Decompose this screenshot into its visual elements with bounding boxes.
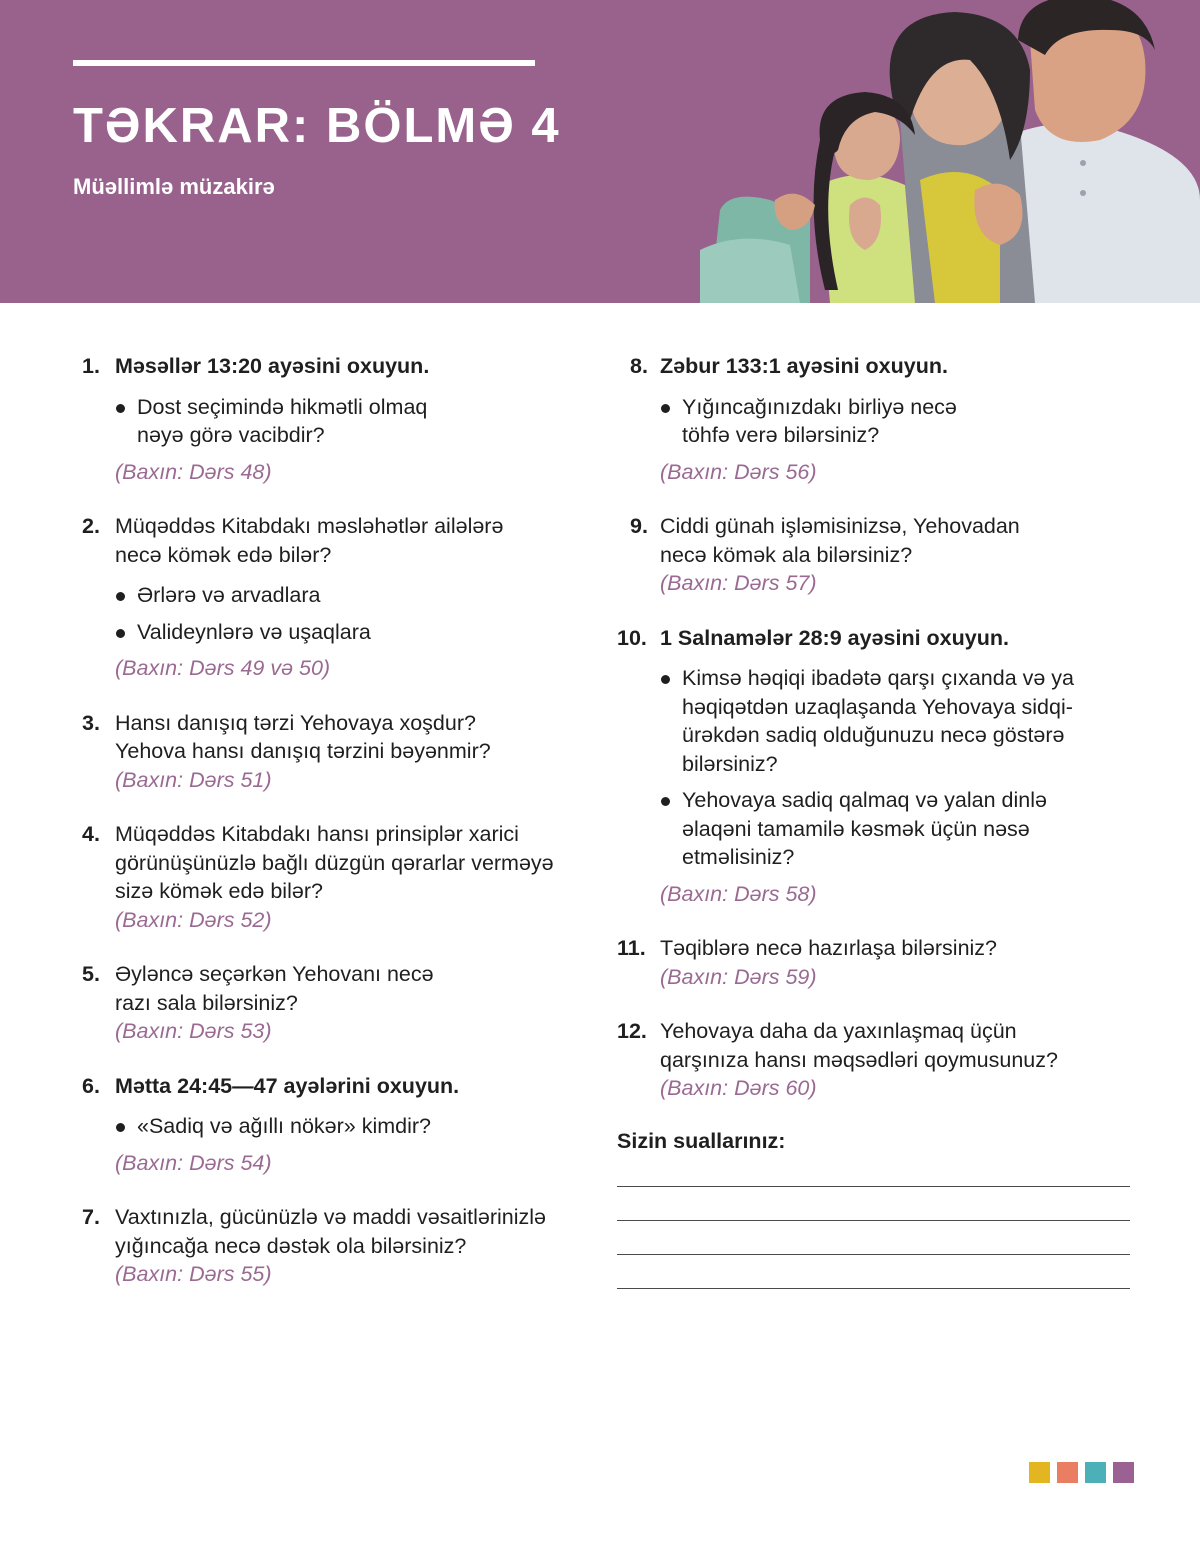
question-number: 10. xyxy=(617,625,647,650)
question-text: Hansı danışıq tərzi Yehovaya xoşdur? Yehova hansı danışıq tərzini bəyənmir? xyxy=(115,710,491,763)
question-number: 12. xyxy=(617,1019,647,1043)
page-header xyxy=(0,0,1200,303)
question-text: Əyləncə seçərkən Yehovanı necə razı sala bilərsiniz? xyxy=(115,962,434,1015)
lesson-reference: (Baxın: Dərs 58) xyxy=(660,881,817,906)
question-text: Vaxtınızla, gücünüzlə və maddi vəsaitlərinizlə yığıncağa necə dəstək ola bilərsiniz? xyxy=(115,1205,547,1258)
question-text: Müqəddəs Kitabdakı məsləhətlər ailələrə necə kömək edə bilər? xyxy=(115,514,504,567)
question-text: Mətta 24:45—47 ayələrini oxuyun. xyxy=(115,1073,460,1098)
question-text: Məsəllər 13:20 ayəsini oxuyun. xyxy=(115,354,430,378)
question-text: Müqəddəs Kitabdakı hansı prinsiplər xarici görünüşünüzlə bağlı düzgün qərarlar verməyə sizə kömək edə bilər? xyxy=(115,822,554,903)
bullet-list xyxy=(115,1112,602,1141)
bullet-list xyxy=(115,581,602,646)
lesson-reference: (Baxın: Dərs 52) xyxy=(115,907,272,932)
question-number: 1. xyxy=(82,354,100,378)
question-number: 4. xyxy=(82,822,100,846)
questions-left-column xyxy=(82,352,602,1315)
bullet-item xyxy=(115,581,602,610)
question-number: 2. xyxy=(82,514,100,538)
question-text: Zəbur 133:1 ayəsini oxuyun. xyxy=(660,354,948,378)
bullet-list xyxy=(660,664,1137,872)
bullet-text: Valideynlərə və uşaqlara xyxy=(137,619,371,644)
bullet-item xyxy=(660,786,1137,872)
question-number: 9. xyxy=(630,514,648,538)
bullet-text: Yehovaya sadiq qalmaq və yalan dinlə əlaqəni tamamilə kəsmək üçün nəsə etməlisiniz? xyxy=(682,788,1047,869)
bullet-text: Ərlərə və arvadlara xyxy=(137,583,321,607)
question-text: Təqiblərə necə hazırlaşa bilərsiniz? xyxy=(660,936,998,960)
question-item-5 xyxy=(82,960,602,1046)
lesson-reference: (Baxın: Dərs 51) xyxy=(115,767,272,792)
color-swatches xyxy=(1029,1462,1134,1483)
lesson-reference: (Baxın: Dərs 60) xyxy=(660,1076,817,1100)
lesson-reference: (Baxın: Dərs 49 və 50) xyxy=(115,656,331,680)
question-item-3 xyxy=(82,709,602,795)
header-rule xyxy=(73,60,535,66)
answer-line[interactable] xyxy=(617,1288,1130,1289)
question-item-12 xyxy=(617,1017,1137,1103)
answer-line[interactable] xyxy=(617,1220,1130,1221)
question-item-1 xyxy=(82,352,602,486)
question-number: 3. xyxy=(82,710,100,735)
swatch-coral xyxy=(1057,1462,1078,1483)
bullet-item xyxy=(660,664,1137,778)
bullet-list xyxy=(115,393,602,450)
question-item-10 xyxy=(617,624,1137,909)
question-item-8 xyxy=(617,352,1137,486)
question-item-6 xyxy=(82,1072,602,1178)
question-number: 6. xyxy=(82,1073,100,1098)
question-text: Yehovaya daha da yaxınlaşmaq üçün qarşınıza hansı məqsədləri qoymusunuz? xyxy=(660,1019,1058,1072)
question-text: 1 Salnamələr 28:9 ayəsini oxuyun. xyxy=(660,625,1009,650)
swatch-yellow xyxy=(1029,1462,1050,1483)
question-item-7 xyxy=(82,1203,602,1289)
bullet-item xyxy=(660,393,1137,450)
questions-right-column xyxy=(617,352,1137,1289)
question-number: 8. xyxy=(630,354,648,378)
page-title: TƏKRAR: BÖLMƏ 4 xyxy=(73,99,561,153)
lesson-reference: (Baxın: Dərs 54) xyxy=(115,1150,272,1175)
family-praying-illustration xyxy=(700,0,1200,303)
lesson-reference: (Baxın: Dərs 57) xyxy=(660,571,817,595)
page-subtitle: Müəllimlə müzakirə xyxy=(73,174,275,199)
answer-line[interactable] xyxy=(617,1186,1130,1187)
lesson-reference: (Baxın: Dərs 55) xyxy=(115,1262,272,1286)
question-item-2 xyxy=(82,512,602,683)
swatch-teal xyxy=(1085,1462,1106,1483)
your-questions-label: Sizin suallarınız: xyxy=(617,1128,786,1153)
bullet-text: Kimsə həqiqi ibadətə qarşı çıxanda və ya həqiqətdən uzaqlaşanda Yehovaya sidqi-ürəkdən sadiq olduğunuzu necə göstərə bilərsiniz? xyxy=(682,666,1075,776)
question-number: 7. xyxy=(82,1205,100,1229)
bullet-text: Dost seçimində hikmətli olmaq nəyə görə vacibdir? xyxy=(137,394,428,447)
bullet-list xyxy=(660,393,1137,450)
bullet-item xyxy=(115,618,602,647)
bullet-text: «Sadiq və ağıllı nökər» kimdir? xyxy=(137,1114,431,1138)
bullet-item xyxy=(115,393,602,450)
answer-line[interactable] xyxy=(617,1254,1130,1255)
swatch-purple xyxy=(1113,1462,1134,1483)
question-number: 11. xyxy=(617,936,646,960)
question-text: Ciddi günah işləmisinizsə, Yehovadan necə kömək ala bilərsiniz? xyxy=(660,514,1020,567)
question-item-9 xyxy=(617,512,1137,598)
bullet-text: Yığıncağınızdakı birliyə necə töhfə verə bilərsiniz? xyxy=(682,394,957,447)
question-item-4 xyxy=(82,820,602,934)
lesson-reference: (Baxın: Dərs 59) xyxy=(660,964,817,989)
lesson-reference: (Baxın: Dərs 48) xyxy=(115,459,272,484)
question-number: 5. xyxy=(82,962,100,986)
bullet-item xyxy=(115,1112,602,1141)
lesson-reference: (Baxın: Dərs 56) xyxy=(660,459,817,484)
question-item-11 xyxy=(617,934,1137,991)
lesson-reference: (Baxın: Dərs 53) xyxy=(115,1019,272,1043)
